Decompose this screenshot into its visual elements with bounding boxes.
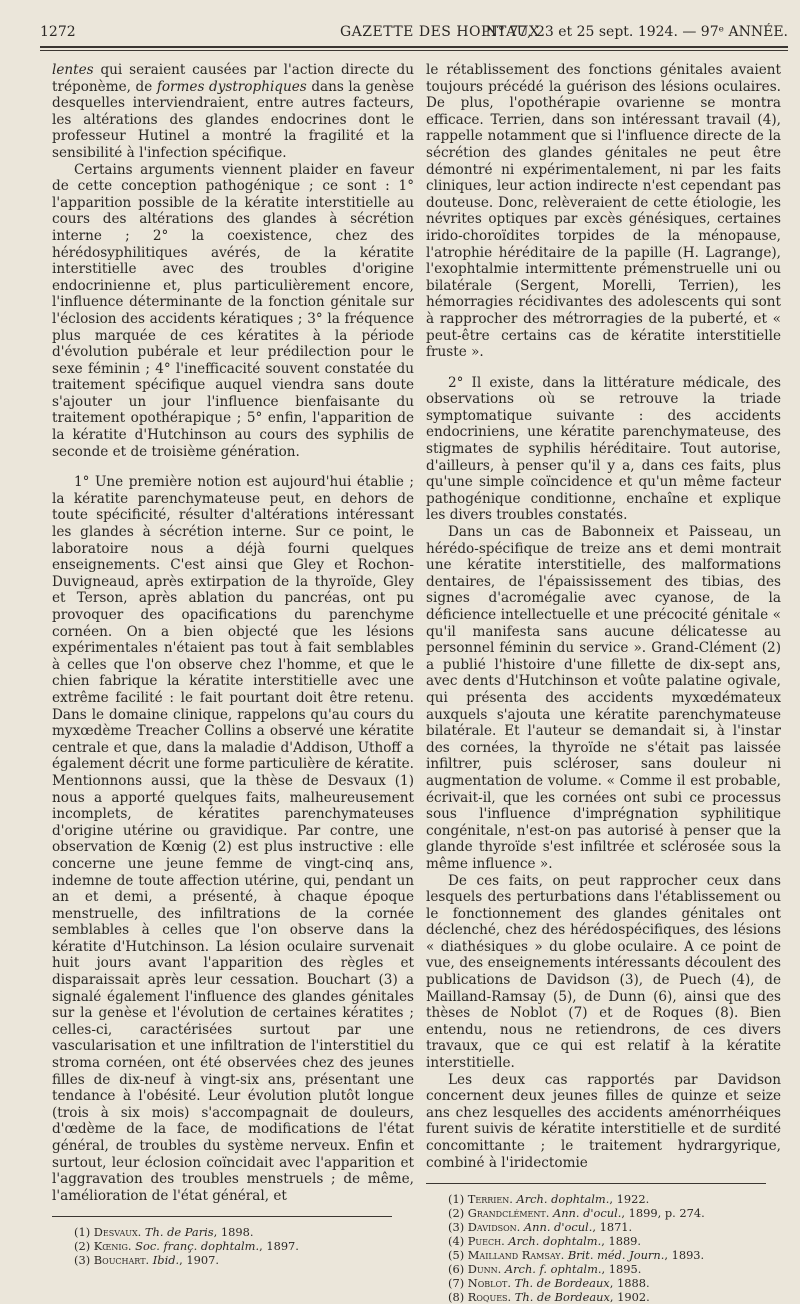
footnote: (7) Noblot. Th. de Bordeaux, 1888. xyxy=(448,1276,650,1291)
footnote: (6) Dunn. Arch. f. ophtalm., 1895. xyxy=(448,1262,642,1277)
text: dans la genèse desquelles interviendraient, entre autres facteurs, les altérations des glandes endocrines dont le professeur Hutinel a montré la fragilité et la sensibilité à l'infection spécifique. xyxy=(52,78,414,161)
footnote: (2) Kœnig. Soc. franç. dophtalm., 1897. xyxy=(74,1239,299,1254)
footnote: (3) Bouchart. Ibid., 1907. xyxy=(74,1253,219,1268)
emphasis: lentes xyxy=(52,62,94,78)
footnote-rule xyxy=(426,1183,766,1184)
right-paragraph-2: 2° Il existe, dans la littérature médicale, des observations où se retrouve la triade symptomatique suivante : des accidents endocriniens, une kératite parenchymateuse, des stigmates de syphilis héréditaire. Tout autorise, d'ailleurs, à penser qu'il y a, dans ces faits, plus qu'une simple coïncidence et qu'un même facteur pathogénique conditionne, enchaîne et explique les divers troubles constatés. xyxy=(426,374,781,524)
footnote: (4) Puech. Arch. dophtalm., 1889. xyxy=(448,1234,642,1249)
footnote: (5) Mailland Ramsay. Brit. méd. Journ., 1893. xyxy=(448,1248,705,1263)
left-column xyxy=(52,62,414,1267)
right-paragraph-5: Les deux cas rapportés par Davidson concernent deux jeunes filles de quinze et seize ans chez lesquelles des accidents aménorrhéiques furent suivis de kératite interstitielle et de surdité concomittante ; le traitement hydrargyrique, combiné à l'iridectomie xyxy=(426,1071,781,1171)
footnote: (8) Roques. Th. de Bordeaux, 1902. xyxy=(448,1290,650,1304)
right-footnotes xyxy=(426,1192,781,1304)
left-footnotes xyxy=(52,1225,414,1267)
left-paragraph-1 xyxy=(52,62,414,162)
footnote: (3) Davidson. Ann. d'ocul., 1871. xyxy=(448,1220,633,1235)
left-paragraph-2: Certains arguments viennent plaider en faveur de cette conception pathogénique ; ce sont : 1° l'apparition possible de la kératite interstitielle au cours des altérations des glandes à sécrétion interne ; 2° la coexistence, chez des hérédosyphilitiques avérés, de la kératite interstitielle avec des troubles d'origine endocrinienne et, plus particulièrement encore, l'influence déterminante de la fonction génitale sur l'éclosion des accidents kératiques ; 3° la fréquence plus marquée de ces kératites à la période d'évolution pubérale et leur prédilection pour le sexe féminin ; 4° l'inefficacité souvent constatée du traitement spécifique auquel viendra sans doute s'ajouter un jour l'influence bienfaisante du traitement opothérapique ; 5° enfin, l'apparition de la kératite d'Hutchinson au cours des syphilis de seconde et de troisième génération. xyxy=(52,161,414,460)
footnote: (2) Grandclément. Ann. d'ocul., 1899, p. 274. xyxy=(448,1206,705,1221)
right-paragraph-1: le rétablissement des fonctions génitales avaient toujours précédé la guérison des lésions oculaires. De plus, l'opothérapie ovarienne se montra efficace. Terrien, dans son intéressant travail (4), rappelle notamment que si l'influence directe de la sécrétion des glandes génitales ne peut être démontré ni expérimentalement, ni par les faits cliniques, leur action indirecte n'est cependant pas douteuse. Donc, relèveraient de cette étiologie, les névrites optiques par excès génésiques, certaines irido-choroïdites torpides de la ménopause, l'atrophie héréditaire de la papille (H. Lagrange), l'exophtalmie intermittente prémenstruelle uni ou bilatérale (Sergent, Morelli, Terrien), les hémorragies récidivantes des adolescents qui sont à rapprocher des métrorragies de la puberté, et « peut-être certains cas de kératite interstitielle fruste ». xyxy=(426,62,781,361)
text: qui seraient causées par l'action directe du tréponème, de xyxy=(52,62,414,95)
journal-title: GAZETTE DES HOPITAUX xyxy=(340,24,540,40)
page-number: 1272 xyxy=(40,24,76,40)
issue-info: N° 77, 23 et 25 sept. 1924. — 97ᵉ ANNÉE. xyxy=(485,24,788,40)
right-paragraph-3: Dans un cas de Babonneix et Paisseau, un hérédo-spécifique de treize ans et demi montrait une kératite interstitielle, des malformations dentaires, de l'épaississement des tibias, des signes d'acromégalie avec cyanose, de la déficience intellectuelle et une précocité génitale « qu'il manifesta sans aucune délicatesse au personnel féminin du service ». Grand-Clément (2) a publié l'histoire d'une fillette de dix-sept ans, avec dents d'Hutchinson et voûte palatine ogivale, qui présenta des accidents myxœdémateux auxquels s'ajouta une kératite parenchymateuse bilatérale. Et l'auteur se demandait si, à l'instar des cornées, la thyroïde ne s'était pas laissée infiltrer, puis scléroser, sans douleur ni augmentation de volume. « Comme il est probable, écrivait-il, que les cornées ont subi ce processus sous l'influence d'imprégnation syphilitique congénitale, n'est-on pas autorisé à penser que la glande thyroïde s'est infiltrée et sclérosée sous la même influence ». xyxy=(426,524,781,872)
header-rule xyxy=(40,46,788,51)
footnote: (1) Desvaux. Th. de Paris, 1898. xyxy=(74,1225,254,1240)
footnote-rule xyxy=(52,1216,392,1217)
right-paragraph-4: De ces faits, on peut rapprocher ceux dans lesquels des perturbations dans l'établissement ou le fonctionnement des glandes génitales ont déclenché, chez des hérédospécifiques, des lésions « diathésiques » du globe oculaire. A ce point de vue, des enseignements intéressants découlent des publications de Davidson (3), de Puech (4), de Mailland-Ramsay (5), de Dunn (6), ainsi que des thèses de Noblot (7) et de Roques (8). Bien entendu, nous ne retiendrons, de ces divers travaux, que ce qui est relatif à la kératite interstitielle. xyxy=(426,872,781,1072)
footnote: (1) Terrien. Arch. dophtalm., 1922. xyxy=(448,1192,650,1207)
right-column xyxy=(426,62,781,1304)
page-header xyxy=(40,24,788,46)
left-paragraph-3: 1° Une première notion est aujourd'hui établie ; la kératite parenchymateuse peut, en dehors de toute spécificité, résulter d'altérations intéressant les glandes à sécrétion interne. Sur ce point, le laboratoire nous a déjà fourni quelques enseignements. C'est ainsi que Gley et Rochon-Duvigneaud, après extirpation de la thyroïde, Gley et Terson, après ablation du pancréas, ont pu provoquer des opacifications du parenchyme cornéen. On a bien objecté que les lésions expérimentales n'étaient pas tout à fait semblables à celles que l'on observe chez l'homme, et que le chien fabrique la kératite interstitielle avec une extrême facilité : le fait pourtant doit être retenu. Dans le domaine clinique, rappelons qu'au cours du myxœdème Treacher Collins a observé une kératite centrale et que, dans la maladie d'Addison, Uthoff a également décrit une forme particulière de kératite. Mentionnons aussi, que la thèse de Desvaux (1) nous a apporté quelques faits, malheureusement incomplets, de kératites parenchymateuses d'origine utérine ou gravidique. Par contre, une observation de Kœnig (2) est plus instructive : elle concerne une jeune femme de vingt-cinq ans, indemne de toute affection utérine, qui, pendant un an et demi, a présenté, à chaque époque menstruelle, des infiltrations de la cornée semblables à celles que l'on observe dans la kératite d'Hutchinson. La lésion oculaire survenait huit jours avant l'apparition des règles et disparaissait après leur cessation. Bouchart (3) a signalé également l'influence des glandes génitales sur la genèse et l'évolution de certaines kératites ; celles-ci, caractérisées surtout par une vascularisation et une infiltration de l'interstitiel du stroma cornéen, ont été observées chez des jeunes filles de dix-neuf à vingt-six ans, présentant une tendance à l'obésité. Leur évolution plutôt longue (trois à six mois) s'accompagnait de douleurs, d'œdème de la face, de modifications de l'état général, de troubles du système nerveux. Enfin et surtout, leur éclosion coïncidait avec l'apparition et l'aggravation des troubles menstruels ; de même, l'amélioration de l'état général, et xyxy=(52,474,414,1204)
emphasis: formes dystrophiques xyxy=(156,78,307,95)
